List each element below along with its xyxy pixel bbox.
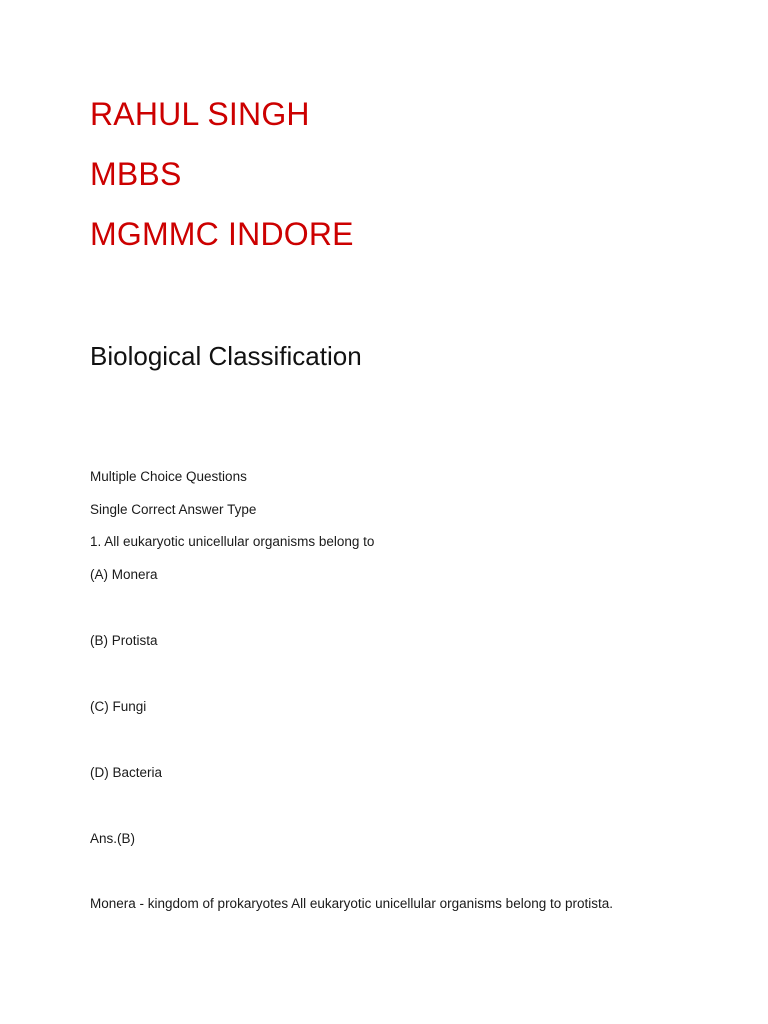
option-a: (A) Monera	[90, 567, 158, 582]
subsection-heading: Single Correct Answer Type	[90, 502, 257, 517]
explanation-text: Monera - kingdom of prokaryotes All eukaryotic unicellular organisms belong to protista.	[90, 896, 614, 911]
author-degree: MBBS	[90, 156, 182, 192]
author-name: RAHUL SINGH	[90, 96, 310, 132]
option-c: (C) Fungi	[90, 699, 147, 714]
option-b: (B) Protista	[90, 633, 158, 648]
option-d: (D) Bacteria	[90, 765, 163, 780]
answer-text: Ans.(B)	[90, 831, 136, 846]
author-college: MGMMC INDORE	[90, 216, 354, 252]
section-heading: Multiple Choice Questions	[90, 469, 247, 484]
question-text: 1. All eukaryotic unicellular organisms belong to	[90, 534, 375, 549]
document-title: Biological Classification	[90, 341, 362, 371]
